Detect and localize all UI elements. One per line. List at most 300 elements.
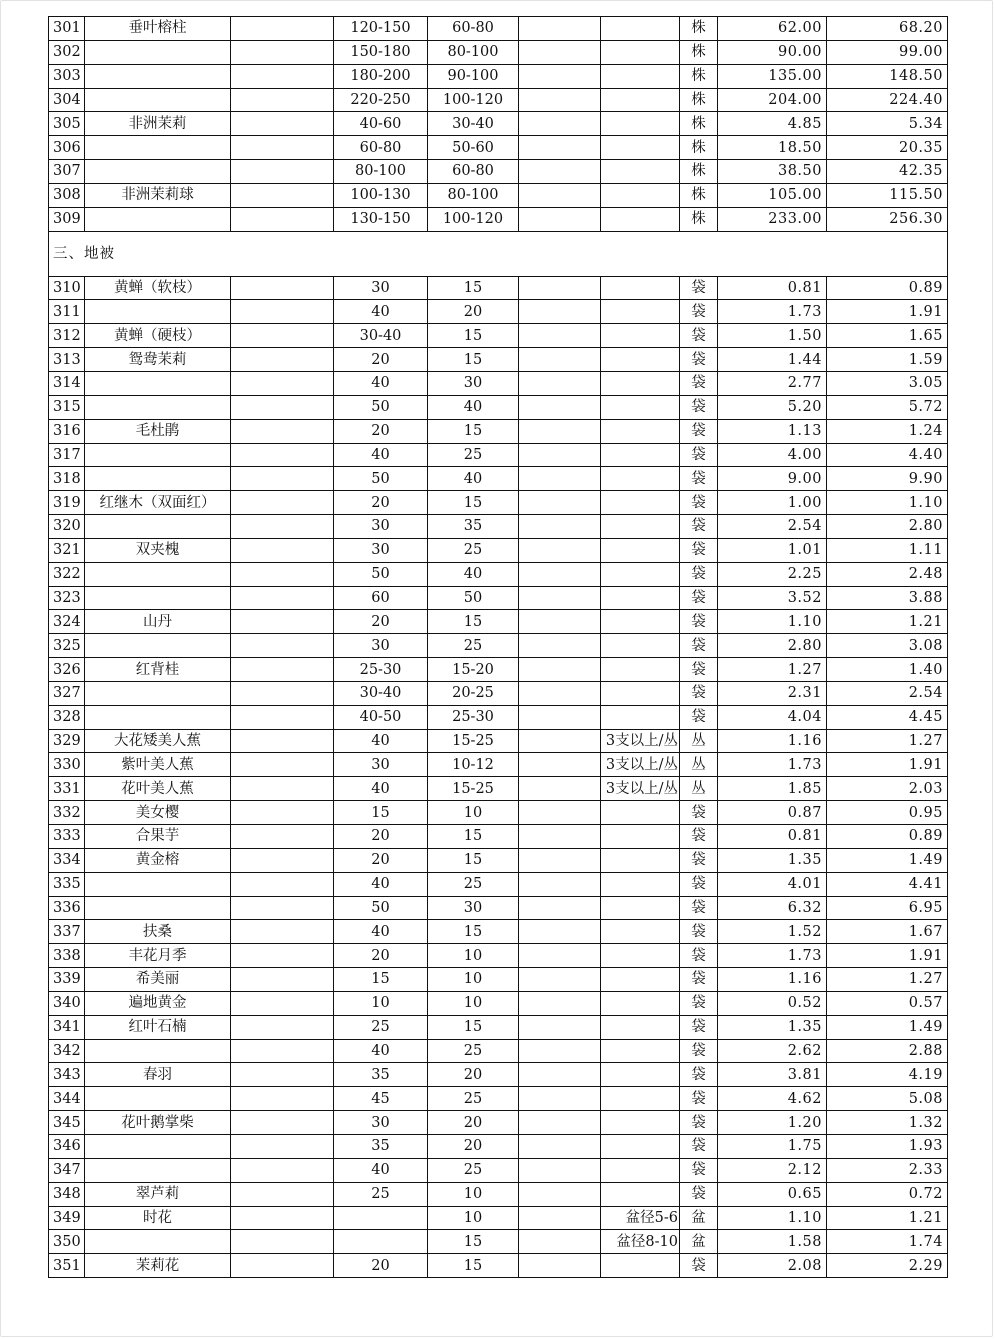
cell-col4: 15 (334, 801, 428, 825)
cell-col6 (519, 1111, 601, 1135)
cell-name: 黄蝉（软枝） (85, 276, 231, 300)
table-row (49, 729, 948, 753)
cell-note (601, 586, 680, 610)
table-row (49, 183, 948, 207)
cell-no: 345 (49, 1111, 85, 1135)
cell-col3 (231, 825, 334, 849)
cell-no: 317 (49, 443, 85, 467)
cell-col4: 35 (334, 1063, 428, 1087)
table-row (49, 443, 948, 467)
cell-col3 (231, 515, 334, 539)
cell-price: 1.01 (718, 538, 827, 562)
cell-col6 (519, 968, 601, 992)
table-row (49, 896, 948, 920)
cell-col3 (231, 40, 334, 64)
cell-name: 鸳鸯茉莉 (85, 348, 231, 372)
cell-total: 1.24 (827, 419, 948, 443)
cell-total: 1.10 (827, 491, 948, 515)
cell-no: 349 (49, 1206, 85, 1230)
cell-col4 (334, 1230, 428, 1254)
table-row (49, 968, 948, 992)
cell-name: 紫叶美人蕉 (85, 753, 231, 777)
cell-name (85, 443, 231, 467)
table-row (49, 491, 948, 515)
cell-total: 1.21 (827, 1206, 948, 1230)
cell-col3 (231, 896, 334, 920)
table-body-top (49, 17, 948, 232)
cell-price: 2.25 (718, 562, 827, 586)
cell-no: 313 (49, 348, 85, 372)
cell-col5: 25 (428, 872, 519, 896)
cell-no: 316 (49, 419, 85, 443)
cell-note (601, 1254, 680, 1278)
cell-col4: 130-150 (334, 207, 428, 231)
cell-total: 6.95 (827, 896, 948, 920)
cell-col4: 100-130 (334, 183, 428, 207)
cell-unit: 袋 (680, 681, 718, 705)
cell-col6 (519, 896, 601, 920)
cell-col3 (231, 634, 334, 658)
cell-name: 山丹 (85, 610, 231, 634)
cell-col4: 30-40 (334, 681, 428, 705)
cell-col4: 40-50 (334, 705, 428, 729)
cell-unit: 袋 (680, 538, 718, 562)
cell-no: 311 (49, 300, 85, 324)
cell-col6 (519, 1182, 601, 1206)
cell-total: 5.08 (827, 1087, 948, 1111)
cell-note (601, 88, 680, 112)
cell-col6 (519, 1087, 601, 1111)
cell-no: 348 (49, 1182, 85, 1206)
cell-note: 3支以上/丛 (601, 777, 680, 801)
cell-unit: 袋 (680, 658, 718, 682)
cell-name: 春羽 (85, 1063, 231, 1087)
cell-col4: 60-80 (334, 136, 428, 160)
cell-note (601, 1039, 680, 1063)
cell-col5: 10 (428, 991, 519, 1015)
cell-note (601, 705, 680, 729)
cell-col6 (519, 300, 601, 324)
cell-total: 4.19 (827, 1063, 948, 1087)
table-body-bottom (49, 276, 948, 1277)
cell-col3 (231, 753, 334, 777)
cell-col5: 15 (428, 825, 519, 849)
cell-col3 (231, 1039, 334, 1063)
cell-note (601, 64, 680, 88)
cell-note (601, 896, 680, 920)
cell-col4: 30 (334, 753, 428, 777)
cell-col5: 10-12 (428, 753, 519, 777)
cell-unit: 袋 (680, 825, 718, 849)
cell-no: 351 (49, 1254, 85, 1278)
cell-col4: 20 (334, 419, 428, 443)
cell-price: 1.44 (718, 348, 827, 372)
cell-name: 希美丽 (85, 968, 231, 992)
cell-col4: 25-30 (334, 658, 428, 682)
cell-unit: 袋 (680, 443, 718, 467)
table-row (49, 371, 948, 395)
cell-col5: 15 (428, 276, 519, 300)
cell-col3 (231, 872, 334, 896)
price-table (48, 16, 948, 1278)
table-row (49, 348, 948, 372)
cell-col3 (231, 705, 334, 729)
cell-col5: 80-100 (428, 40, 519, 64)
cell-price: 1.35 (718, 1015, 827, 1039)
cell-col3 (231, 1158, 334, 1182)
cell-no: 337 (49, 920, 85, 944)
cell-col5: 90-100 (428, 64, 519, 88)
cell-col5: 15 (428, 920, 519, 944)
cell-name (85, 64, 231, 88)
cell-name: 红叶石楠 (85, 1015, 231, 1039)
cell-col5: 20 (428, 1063, 519, 1087)
cell-note (601, 562, 680, 586)
cell-total: 1.91 (827, 300, 948, 324)
cell-unit: 袋 (680, 1063, 718, 1087)
cell-name: 大花矮美人蕉 (85, 729, 231, 753)
cell-col3 (231, 467, 334, 491)
cell-unit: 袋 (680, 562, 718, 586)
cell-unit: 袋 (680, 371, 718, 395)
table-row (49, 88, 948, 112)
cell-total: 0.57 (827, 991, 948, 1015)
cell-name (85, 88, 231, 112)
cell-col6 (519, 1206, 601, 1230)
cell-price: 1.73 (718, 300, 827, 324)
cell-col5: 10 (428, 801, 519, 825)
cell-unit: 袋 (680, 324, 718, 348)
cell-price: 0.52 (718, 991, 827, 1015)
table-row (49, 1087, 948, 1111)
cell-col3 (231, 777, 334, 801)
cell-col5: 15 (428, 491, 519, 515)
cell-col4: 50 (334, 467, 428, 491)
cell-no: 322 (49, 562, 85, 586)
cell-col5: 15-20 (428, 658, 519, 682)
cell-name: 遍地黄金 (85, 991, 231, 1015)
cell-total: 1.91 (827, 753, 948, 777)
cell-unit: 袋 (680, 610, 718, 634)
table-row (49, 160, 948, 184)
cell-price: 38.50 (718, 160, 827, 184)
cell-no: 334 (49, 848, 85, 872)
cell-col3 (231, 610, 334, 634)
cell-note: 3支以上/丛 (601, 729, 680, 753)
cell-price: 2.62 (718, 1039, 827, 1063)
cell-col3 (231, 183, 334, 207)
table-row (49, 634, 948, 658)
cell-note (601, 136, 680, 160)
cell-unit: 株 (680, 40, 718, 64)
cell-unit: 袋 (680, 276, 718, 300)
cell-total: 1.65 (827, 324, 948, 348)
cell-price: 204.00 (718, 88, 827, 112)
cell-col6 (519, 610, 601, 634)
cell-price: 105.00 (718, 183, 827, 207)
cell-unit: 袋 (680, 705, 718, 729)
cell-col4: 20 (334, 1254, 428, 1278)
cell-no: 346 (49, 1134, 85, 1158)
cell-note (601, 160, 680, 184)
cell-unit: 袋 (680, 968, 718, 992)
cell-no: 324 (49, 610, 85, 634)
cell-col4: 35 (334, 1134, 428, 1158)
table-row (49, 1206, 948, 1230)
cell-col3 (231, 991, 334, 1015)
cell-col4: 150-180 (334, 40, 428, 64)
cell-col3 (231, 1063, 334, 1087)
cell-total: 0.89 (827, 825, 948, 849)
cell-col6 (519, 491, 601, 515)
cell-unit: 袋 (680, 872, 718, 896)
cell-col5: 30 (428, 371, 519, 395)
cell-total: 5.72 (827, 395, 948, 419)
cell-col6 (519, 1063, 601, 1087)
cell-col4: 20 (334, 610, 428, 634)
cell-unit: 袋 (680, 586, 718, 610)
cell-name (85, 207, 231, 231)
cell-col5: 60-80 (428, 160, 519, 184)
cell-price: 0.87 (718, 801, 827, 825)
cell-col4: 45 (334, 1087, 428, 1111)
cell-note (601, 658, 680, 682)
cell-col3 (231, 419, 334, 443)
cell-no: 344 (49, 1087, 85, 1111)
cell-unit: 盆 (680, 1230, 718, 1254)
cell-unit: 袋 (680, 1087, 718, 1111)
cell-col4: 40 (334, 371, 428, 395)
cell-col3 (231, 658, 334, 682)
cell-col3 (231, 276, 334, 300)
cell-unit: 袋 (680, 634, 718, 658)
cell-col3 (231, 371, 334, 395)
cell-price: 2.08 (718, 1254, 827, 1278)
cell-unit: 株 (680, 88, 718, 112)
cell-name: 花叶鹅掌柴 (85, 1111, 231, 1135)
cell-col5: 25 (428, 443, 519, 467)
cell-name: 茉莉花 (85, 1254, 231, 1278)
table-row (49, 801, 948, 825)
cell-col4: 40 (334, 300, 428, 324)
cell-note (601, 825, 680, 849)
cell-unit: 丛 (680, 753, 718, 777)
cell-price: 5.20 (718, 395, 827, 419)
cell-col5: 20 (428, 1111, 519, 1135)
cell-note: 盆径5-6 (601, 1206, 680, 1230)
cell-col4: 40 (334, 1039, 428, 1063)
cell-name (85, 467, 231, 491)
cell-unit: 袋 (680, 1039, 718, 1063)
cell-col6 (519, 872, 601, 896)
cell-col4: 20 (334, 848, 428, 872)
cell-col3 (231, 300, 334, 324)
cell-unit: 袋 (680, 1134, 718, 1158)
cell-col6 (519, 467, 601, 491)
cell-note (601, 112, 680, 136)
cell-col3 (231, 324, 334, 348)
cell-unit: 袋 (680, 1015, 718, 1039)
table-row (49, 207, 948, 231)
cell-name: 时花 (85, 1206, 231, 1230)
cell-price: 18.50 (718, 136, 827, 160)
table-row (49, 419, 948, 443)
cell-no: 304 (49, 88, 85, 112)
cell-unit: 株 (680, 64, 718, 88)
cell-price: 1.58 (718, 1230, 827, 1254)
cell-no: 301 (49, 17, 85, 41)
cell-col4: 40-60 (334, 112, 428, 136)
cell-total: 0.95 (827, 801, 948, 825)
cell-no: 314 (49, 371, 85, 395)
cell-col6 (519, 136, 601, 160)
cell-price: 2.54 (718, 515, 827, 539)
cell-name (85, 705, 231, 729)
table-row (49, 681, 948, 705)
cell-no: 309 (49, 207, 85, 231)
cell-unit: 袋 (680, 801, 718, 825)
cell-col5: 15 (428, 610, 519, 634)
cell-col4: 40 (334, 777, 428, 801)
cell-name (85, 136, 231, 160)
cell-total: 2.54 (827, 681, 948, 705)
cell-col4: 40 (334, 443, 428, 467)
cell-price: 233.00 (718, 207, 827, 231)
section-title: 三、地被 (49, 231, 948, 276)
cell-total: 3.88 (827, 586, 948, 610)
cell-total: 0.72 (827, 1182, 948, 1206)
cell-col4: 20 (334, 348, 428, 372)
cell-unit: 株 (680, 136, 718, 160)
cell-name (85, 1158, 231, 1182)
table-row (49, 300, 948, 324)
cell-no: 347 (49, 1158, 85, 1182)
cell-col6 (519, 371, 601, 395)
cell-note (601, 634, 680, 658)
cell-price: 1.16 (718, 968, 827, 992)
cell-no: 350 (49, 1230, 85, 1254)
cell-name (85, 562, 231, 586)
cell-price: 90.00 (718, 40, 827, 64)
cell-col3 (231, 348, 334, 372)
cell-price: 1.13 (718, 419, 827, 443)
cell-price: 1.73 (718, 944, 827, 968)
cell-no: 328 (49, 705, 85, 729)
cell-price: 135.00 (718, 64, 827, 88)
cell-col6 (519, 801, 601, 825)
cell-col4: 25 (334, 1182, 428, 1206)
cell-no: 325 (49, 634, 85, 658)
cell-col3 (231, 586, 334, 610)
cell-total: 1.74 (827, 1230, 948, 1254)
cell-no: 327 (49, 681, 85, 705)
cell-col5: 30-40 (428, 112, 519, 136)
cell-total: 1.91 (827, 944, 948, 968)
cell-total: 1.59 (827, 348, 948, 372)
cell-name (85, 1230, 231, 1254)
table-row (49, 467, 948, 491)
cell-col6 (519, 160, 601, 184)
cell-total: 20.35 (827, 136, 948, 160)
cell-note (601, 515, 680, 539)
cell-price: 1.16 (718, 729, 827, 753)
cell-col6 (519, 17, 601, 41)
cell-col6 (519, 991, 601, 1015)
cell-unit: 袋 (680, 1182, 718, 1206)
cell-total: 2.33 (827, 1158, 948, 1182)
cell-note (601, 848, 680, 872)
table-row (49, 610, 948, 634)
cell-no: 331 (49, 777, 85, 801)
cell-name: 红继木（双面红） (85, 491, 231, 515)
cell-note (601, 207, 680, 231)
cell-col4: 180-200 (334, 64, 428, 88)
cell-total: 148.50 (827, 64, 948, 88)
cell-no: 335 (49, 872, 85, 896)
cell-col3 (231, 443, 334, 467)
cell-price: 1.10 (718, 1206, 827, 1230)
cell-unit: 袋 (680, 991, 718, 1015)
cell-no: 330 (49, 753, 85, 777)
cell-col3 (231, 88, 334, 112)
cell-col6 (519, 944, 601, 968)
cell-col6 (519, 1039, 601, 1063)
cell-col4: 60 (334, 586, 428, 610)
cell-total: 1.67 (827, 920, 948, 944)
cell-col5: 80-100 (428, 183, 519, 207)
cell-col5: 15 (428, 348, 519, 372)
cell-price: 2.77 (718, 371, 827, 395)
cell-total: 1.11 (827, 538, 948, 562)
cell-col4: 30 (334, 1111, 428, 1135)
cell-note (601, 1182, 680, 1206)
cell-price: 0.81 (718, 825, 827, 849)
cell-col6 (519, 920, 601, 944)
table-row (49, 1063, 948, 1087)
cell-total: 2.29 (827, 1254, 948, 1278)
cell-name: 非洲茉莉 (85, 112, 231, 136)
cell-name: 双夹槐 (85, 538, 231, 562)
cell-col4: 80-100 (334, 160, 428, 184)
table-row (49, 515, 948, 539)
cell-unit: 袋 (680, 896, 718, 920)
cell-col4: 30 (334, 538, 428, 562)
cell-total: 3.08 (827, 634, 948, 658)
cell-col3 (231, 968, 334, 992)
cell-unit: 袋 (680, 348, 718, 372)
cell-price: 4.00 (718, 443, 827, 467)
cell-col4: 20 (334, 825, 428, 849)
cell-col4: 30 (334, 276, 428, 300)
table-row (49, 1230, 948, 1254)
cell-col5: 60-80 (428, 17, 519, 41)
cell-col3 (231, 920, 334, 944)
cell-no: 338 (49, 944, 85, 968)
cell-col6 (519, 681, 601, 705)
cell-no: 308 (49, 183, 85, 207)
cell-col3 (231, 1111, 334, 1135)
cell-unit: 袋 (680, 1254, 718, 1278)
cell-col5: 15-25 (428, 777, 519, 801)
cell-col6 (519, 753, 601, 777)
cell-note (601, 324, 680, 348)
cell-name (85, 300, 231, 324)
cell-col4: 50 (334, 395, 428, 419)
cell-no: 312 (49, 324, 85, 348)
cell-note (601, 276, 680, 300)
cell-total: 1.27 (827, 729, 948, 753)
table-row (49, 872, 948, 896)
